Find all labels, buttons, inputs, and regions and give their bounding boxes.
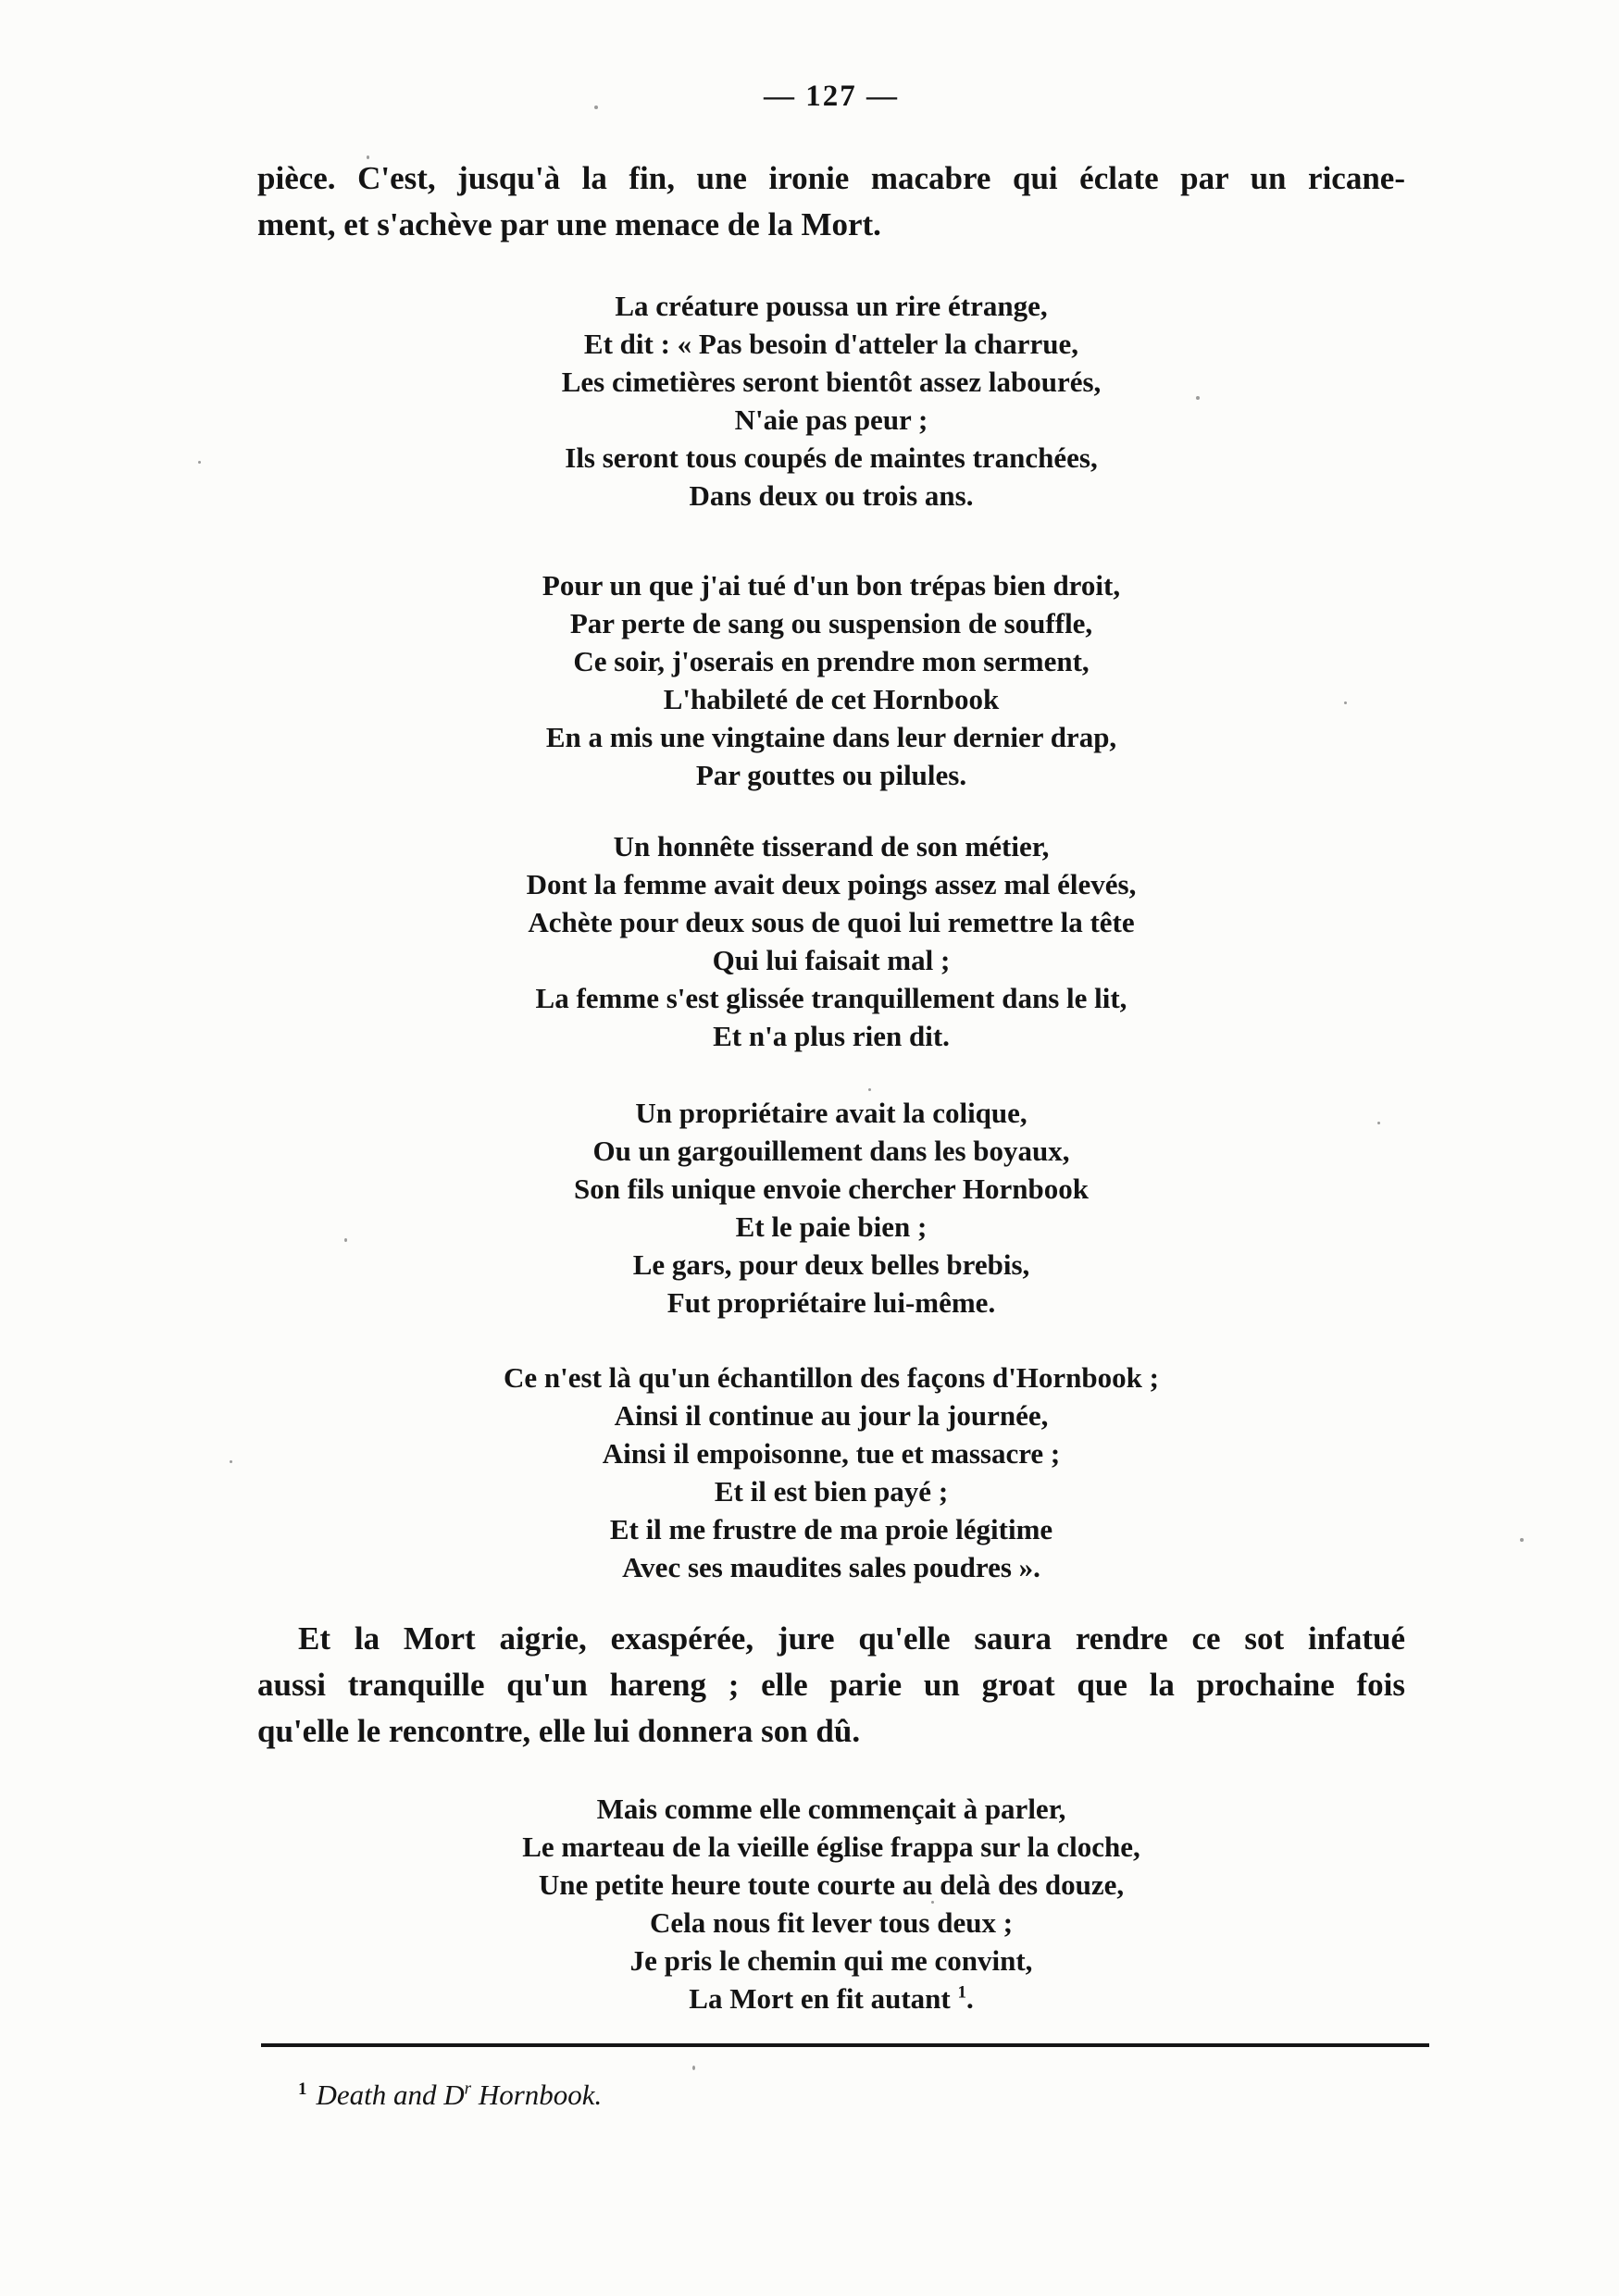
verse-line: Ce soir, j'oserais en prendre mon serment, — [573, 645, 1090, 677]
verse-line: Qui lui faisait mal ; — [712, 944, 951, 976]
verse-line: Fut propriétaire lui-même. — [666, 1286, 996, 1319]
footnote-separator-rule — [261, 2043, 1429, 2047]
footnote — [257, 2079, 1405, 2112]
mort-paragraph-line: aussi tranquille qu'un hareng ; elle parie un groat que la prochaine fois — [257, 1667, 1405, 1703]
stanza-3 — [257, 827, 1405, 1055]
footnote-superscript-r: r — [464, 2079, 472, 2099]
footnote-text — [317, 2079, 603, 2111]
verse-line: Un propriétaire avait la colique, — [635, 1097, 1027, 1129]
verse-line: Son fils unique envoie chercher Hornbook — [573, 1173, 1090, 1205]
verse-line: Par perte de sang ou suspension de souffle, — [569, 607, 1093, 639]
scan-speck — [868, 1088, 871, 1091]
verse-line: Et il est bien payé ; — [714, 1475, 949, 1508]
verse-line: Une petite heure toute courte au delà des douze, — [538, 1868, 1125, 1901]
verse-line-with-footnote-ref — [257, 1980, 1405, 2017]
scan-speck — [692, 2066, 695, 2070]
verse-line: Cela nous fit lever tous deux ; — [649, 1906, 1014, 1939]
page-number: — 127 — — [764, 80, 899, 113]
scan-speck — [1520, 1538, 1524, 1542]
stanza-2 — [257, 566, 1405, 794]
verse-line: Et dit : « Pas besoin d'atteler la charrue, — [583, 328, 1079, 360]
intro-paragraph — [257, 155, 1405, 248]
verse-line: La femme s'est glissée tranquillement dans le lit, — [535, 982, 1127, 1014]
verse-line: N'aie pas peur ; — [734, 403, 928, 436]
verse-line-text: La Mort en fit autant — [689, 1982, 951, 2015]
verse-line: Mais comme elle commençait à parler, — [596, 1793, 1066, 1825]
verse-line: L'habileté de cet Hornbook — [663, 683, 1000, 715]
mort-paragraph-line: Et la Mort aigrie, exaspérée, jure qu'elle saura rendre ce sot infatué — [298, 1620, 1405, 1657]
scan-speck — [198, 461, 201, 464]
scan-speck — [1196, 396, 1200, 400]
stanza-6 — [257, 1790, 1405, 2017]
verse-line: Et le paie bien ; — [735, 1210, 928, 1243]
verse-line: Avec ses maudites sales poudres ». — [622, 1551, 1040, 1583]
scan-speck — [367, 155, 369, 159]
verse-line: Le marteau de la vieille église frappa sur la cloche, — [522, 1831, 1140, 1863]
verse-line: Achète pour deux sous de quoi lui remettre la tête — [528, 906, 1135, 938]
verse-line: Par gouttes ou pilules. — [695, 759, 967, 791]
verse-line: Et il me frustre de ma proie légitime — [609, 1513, 1053, 1545]
verse-line: Dont la femme avait deux poings assez mal élevés, — [526, 868, 1137, 900]
stanza-1 — [257, 287, 1405, 515]
verse-line: Les cimetières seront bientôt assez labourés, — [561, 366, 1102, 398]
mort-paragraph — [257, 1616, 1405, 1755]
mort-paragraph-line: qu'elle le rencontre, elle lui donnera son dû. — [257, 1713, 861, 1749]
verse-line: Ainsi il continue au jour la journée, — [614, 1399, 1049, 1432]
verse-line: Un honnête tisserand de son métier, — [613, 830, 1050, 863]
scan-speck — [594, 105, 598, 109]
scan-speck — [931, 1901, 934, 1904]
footnote-text-part: Death and D — [316, 2079, 465, 2111]
verse-line: Ainsi il empoisonne, tue et massacre ; — [602, 1437, 1061, 1470]
verse-line: Et n'a plus rien dit. — [713, 1020, 950, 1052]
intro-paragraph-line: ment, et s'achève par une menace de la Mort. — [257, 206, 881, 242]
verse-line: Je pris le chemin qui me convint, — [629, 1944, 1033, 1977]
scan-speck — [344, 1238, 347, 1242]
scan-speck — [1377, 1122, 1380, 1124]
verse-line: Ce n'est là qu'un échantillon des façons d'Hornbook ; — [504, 1361, 1159, 1394]
scan-speck — [230, 1460, 232, 1463]
verse-line: Dans deux ou trois ans. — [689, 479, 974, 512]
text-block — [257, 78, 1405, 2112]
verse-line: En a mis une vingtaine dans leur dernier drap, — [545, 721, 1117, 753]
verse-line-period: . — [965, 1982, 974, 2015]
footnote-text-part: Hornbook. — [471, 2079, 603, 2111]
scan-speck — [1344, 701, 1347, 704]
verse-line: Le gars, pour deux belles brebis, — [632, 1248, 1030, 1281]
footnote-reference-marker: 1 — [957, 1982, 966, 2003]
verse-line: Ou un gargouillement dans les boyaux, — [592, 1135, 1070, 1167]
footnote-marker: 1 — [298, 2079, 307, 2099]
verse-line: Pour un que j'ai tué d'un bon trépas bien droit, — [542, 569, 1121, 602]
verse-line: Ils seront tous coupés de maintes tranchées, — [565, 441, 1098, 474]
stanza-4 — [257, 1094, 1405, 1322]
verse-line: La créature poussa un rire étrange, — [615, 290, 1048, 322]
intro-paragraph-line: pièce. C'est, jusqu'à la fin, une ironie macabre qui éclate par un ricane- — [257, 160, 1405, 196]
stanza-5 — [257, 1359, 1405, 1586]
